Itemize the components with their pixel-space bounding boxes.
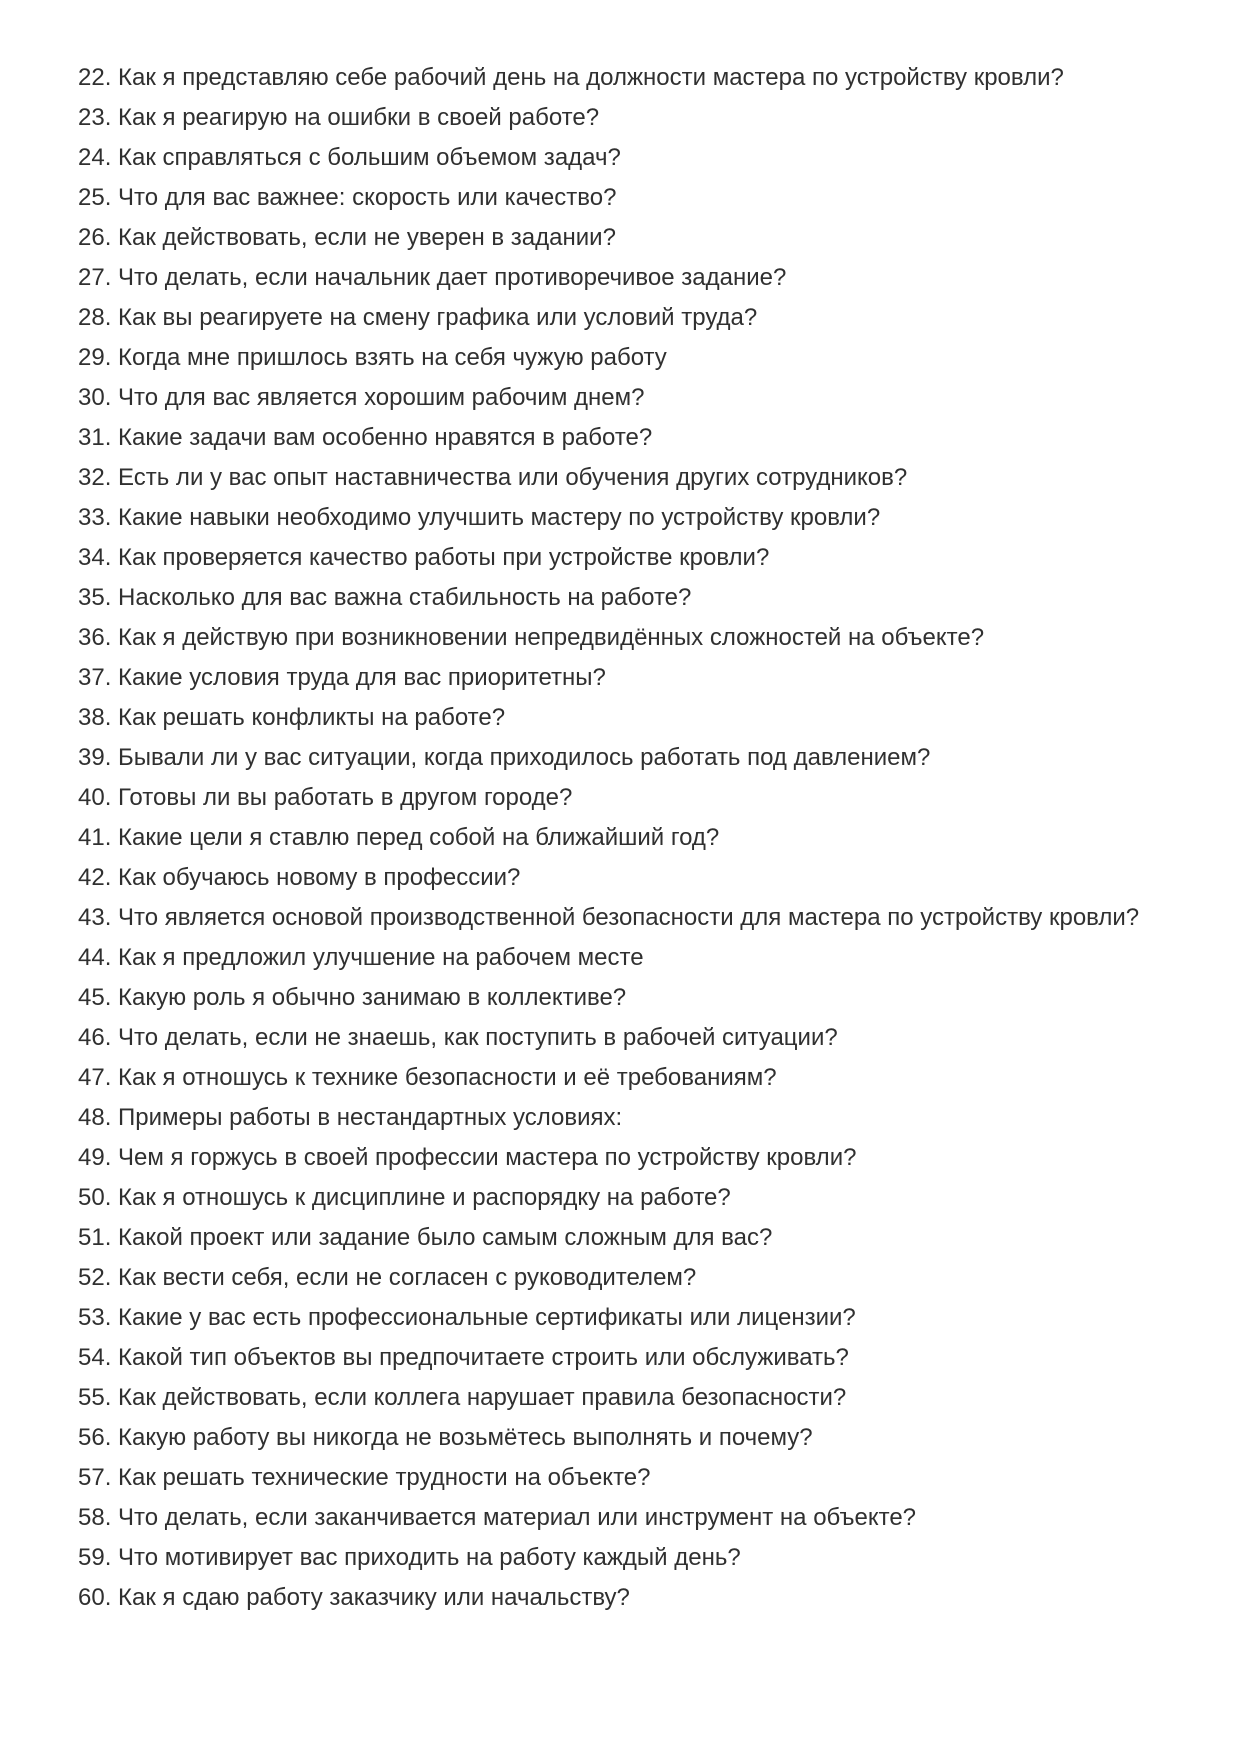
list-item: 32. Есть ли у вас опыт наставничества или обучения других сотрудников?: [78, 464, 908, 491]
list-item: 26. Как действовать, если не уверен в задании?: [78, 224, 616, 251]
list-item: 45. Какую роль я обычно занимаю в коллективе?: [78, 984, 627, 1011]
list-item: 28. Как вы реагируете на смену графика или условий труда?: [78, 304, 758, 331]
list-item: 59. Что мотивирует вас приходить на работу каждый день?: [78, 1544, 741, 1571]
list-item: 35. Насколько для вас важна стабильность на работе?: [78, 584, 692, 611]
list-item: 43. Что является основой производственной безопасности для мастера по устройству кровли?: [78, 904, 1140, 931]
list-item: 29. Когда мне пришлось взять на себя чужую работу: [78, 344, 667, 371]
list-item: 41. Какие цели я ставлю перед собой на ближайший год?: [78, 824, 720, 851]
list-item: 56. Какую работу вы никогда не возьмётесь выполнять и почему?: [78, 1424, 813, 1451]
question-list: [78, 58, 1188, 1618]
list-item: 50. Как я отношусь к дисциплине и распорядку на работе?: [78, 1184, 731, 1211]
list-item: 60. Как я сдаю работу заказчику или начальству?: [78, 1584, 630, 1611]
list-item: 47. Как я отношусь к технике безопасности и её требованиям?: [78, 1064, 777, 1091]
list-item: 34. Как проверяется качество работы при устройстве кровли?: [78, 544, 770, 571]
list-item: 54. Какой тип объектов вы предпочитаете строить или обслуживать?: [78, 1344, 849, 1371]
list-item: 31. Какие задачи вам особенно нравятся в работе?: [78, 424, 653, 451]
list-item: 53. Какие у вас есть профессиональные сертификаты или лицензии?: [78, 1304, 856, 1331]
list-item: 30. Что для вас является хорошим рабочим днем?: [78, 384, 645, 411]
list-item: 58. Что делать, если заканчивается материал или инструмент на объекте?: [78, 1504, 917, 1531]
list-item: 23. Как я реагирую на ошибки в своей работе?: [78, 104, 600, 131]
list-item: 51. Какой проект или задание было самым сложным для вас?: [78, 1224, 773, 1251]
list-item: 36. Как я действую при возникновении непредвидённых сложностей на объекте?: [78, 624, 985, 651]
list-item: 55. Как действовать, если коллега нарушает правила безопасности?: [78, 1384, 847, 1411]
list-item: 38. Как решать конфликты на работе?: [78, 704, 506, 731]
list-item: 46. Что делать, если не знаешь, как поступить в рабочей ситуации?: [78, 1024, 838, 1051]
list-item: 27. Что делать, если начальник дает противоречивое задание?: [78, 264, 787, 291]
list-item: 22. Как я представляю себе рабочий день на должности мастера по устройству кровли?: [78, 64, 1064, 91]
list-item: 57. Как решать технические трудности на объекте?: [78, 1464, 651, 1491]
list-item: 49. Чем я горжусь в своей профессии мастера по устройству кровли?: [78, 1144, 857, 1171]
list-item: 52. Как вести себя, если не согласен с руководителем?: [78, 1264, 697, 1291]
list-item: 44. Как я предложил улучшение на рабочем месте: [78, 944, 644, 971]
list-item: 33. Какие навыки необходимо улучшить мастеру по устройству кровли?: [78, 504, 881, 531]
list-item: 25. Что для вас важнее: скорость или качество?: [78, 184, 617, 211]
list-item: 39. Бывали ли у вас ситуации, когда приходилось работать под давлением?: [78, 744, 931, 771]
list-item: 40. Готовы ли вы работать в другом городе?: [78, 784, 573, 811]
list-item: 37. Какие условия труда для вас приоритетны?: [78, 664, 606, 691]
list-item: 42. Как обучаюсь новому в профессии?: [78, 864, 521, 891]
list-item: 48. Примеры работы в нестандартных условиях:: [78, 1104, 623, 1131]
list-item: 24. Как справляться с большим объемом задач?: [78, 144, 621, 171]
